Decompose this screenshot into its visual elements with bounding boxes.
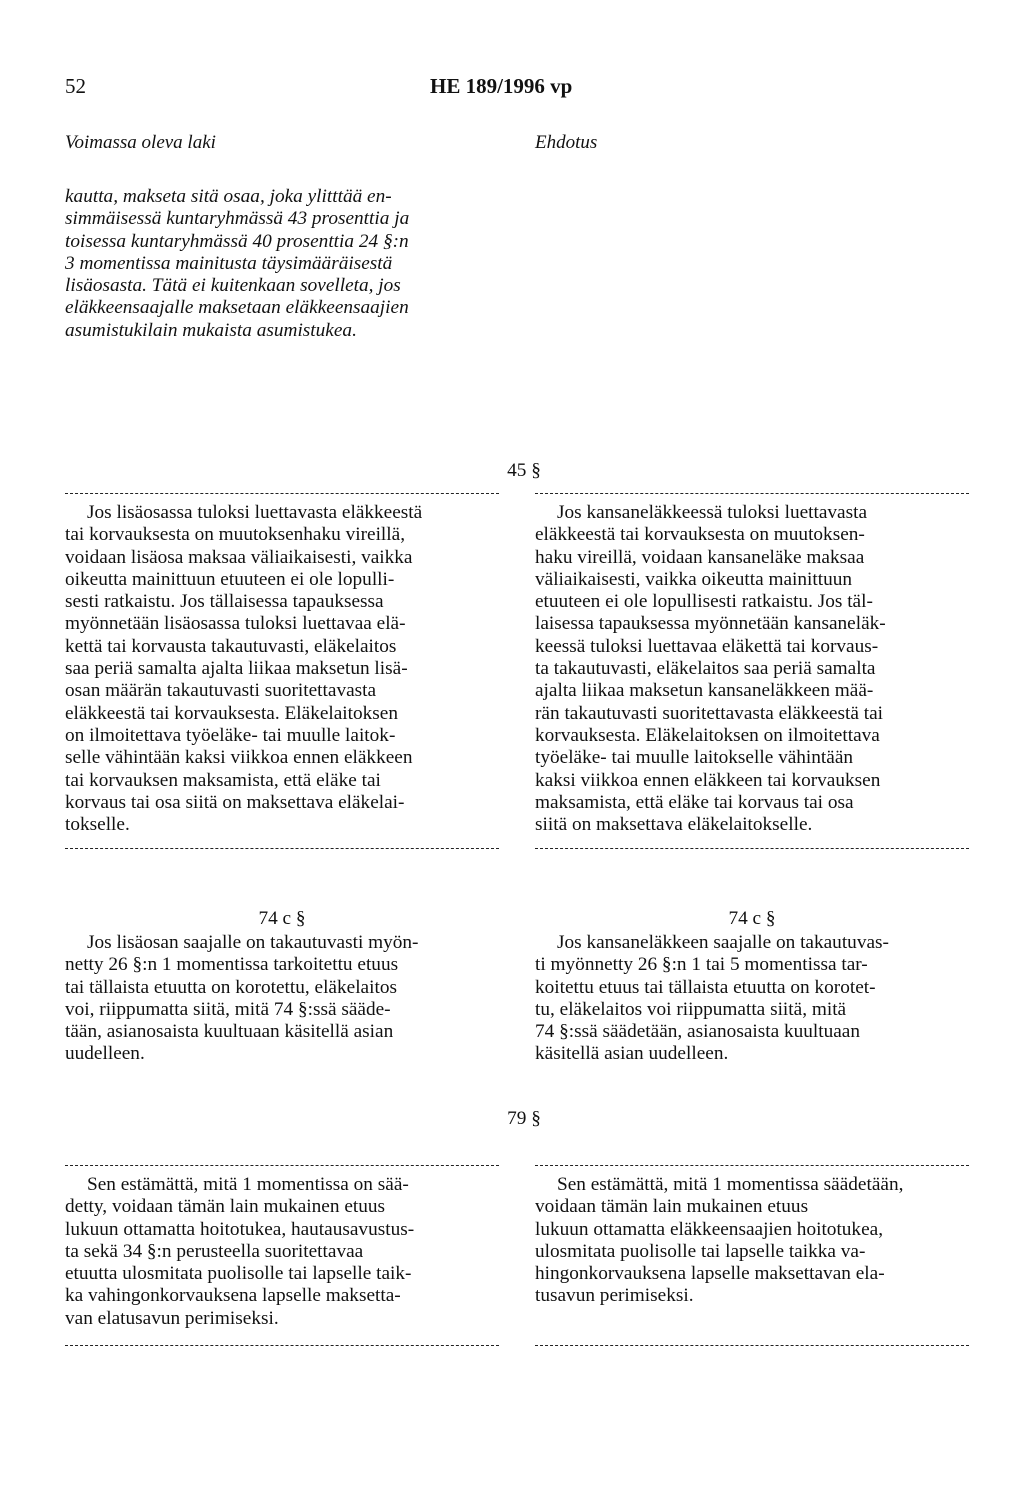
text-line: eläkkeestä tai korvauksesta on muutoksen-	[535, 524, 865, 546]
text-line: asumistukilain mukaista asumistukea.	[65, 319, 357, 341]
text-line: toisessa kuntaryhmässä 40 prosenttia 24 §:n	[65, 230, 409, 252]
text-line: työeläke- tai muulle laitokselle vähintään	[535, 747, 854, 769]
text-line: kettä tai korvausta takautuvasti, eläkelaitos	[65, 635, 397, 657]
text-line: voidaan lisäosa maksaa väliaikaisesti, vaikka	[65, 546, 413, 568]
text-line: Sen estämättä, mitä 1 momentissa on sää-	[87, 1174, 409, 1195]
right-dashed-divider	[535, 848, 969, 849]
text-line: on ilmoitettava työeläke- tai muulle laitok-	[65, 724, 396, 746]
text-line: maksamista, että eläke tai korvaus tai osa	[535, 791, 854, 813]
text-line: simmäisessä kuntaryhmässä 43 prosenttia ja	[65, 208, 410, 230]
text-line: tu, eläkelaitos voi riippumatta siitä, mitä	[535, 998, 847, 1020]
left-dashed-divider	[65, 848, 499, 849]
text-line: eläkkeensaajalle maksetaan eläkkeensaajien	[65, 297, 409, 319]
text-line: haku vireillä, voidaan kansaneläke maksaa	[535, 546, 865, 568]
text-line: korvauksesta. Eläkelaitoksen on ilmoitettava	[535, 724, 880, 746]
text-line: netty 26 §:n 1 momentissa tarkoitettu etuus	[65, 954, 399, 976]
text-line: laisessa tapauksessa myönnetään kansaneläk-	[535, 613, 886, 635]
section-45-heading: 45 §	[507, 460, 541, 481]
section-45-right-text	[535, 502, 969, 836]
text-line: uudelleen.	[65, 1043, 145, 1065]
text-line: Jos kansaneläkkeen saajalle on takautuvas-	[557, 932, 889, 953]
text-line: ka vahingonkorvauksena lapselle maksetta-	[65, 1285, 401, 1307]
right-dashed-divider	[535, 1165, 969, 1166]
text-line: etuuteen ei ole lopullisesti ratkaistu. Jos täl-	[535, 591, 873, 613]
section-74c-left-text	[65, 932, 499, 1066]
text-line: ulosmitata puolisolle tai lapselle taikka va-	[535, 1240, 866, 1262]
text-line: tai korvauksesta on muutoksenhaku vireillä,	[65, 524, 406, 546]
section-74c-left-heading: 74 c §	[258, 908, 306, 929]
text-line: detty, voidaan tämän lain mukainen etuus	[65, 1196, 386, 1218]
proposal-heading: Ehdotus	[535, 132, 598, 153]
text-line: lisäosasta. Tätä ei kuitenkaan sovelleta, jos	[65, 275, 401, 297]
text-line: etuutta ulosmitata puolisolle tai lapselle taik-	[65, 1263, 412, 1285]
text-line: voi, riippumatta siitä, mitä 74 §:ssä sääde-	[65, 998, 391, 1020]
intro-left-text	[65, 186, 499, 342]
text-line: Jos lisäosan saajalle on takautuvasti myön-	[87, 932, 419, 953]
text-line: selle vähintään kaksi viikkoa ennen eläkkeen	[65, 747, 413, 769]
text-line: Jos kansaneläkkeessä tuloksi luettavasta	[557, 502, 868, 523]
text-line: käsitellä asian uudelleen.	[535, 1043, 729, 1065]
section-79-left-text	[65, 1174, 499, 1330]
page-number: 52	[65, 74, 86, 98]
text-line: 3 momentissa mainitusta täysimääräisestä	[65, 252, 393, 274]
right-dashed-divider	[535, 1345, 969, 1346]
text-line: ajalta liikaa maksetun kansaneläkkeen mää-	[535, 680, 874, 702]
section-74c-right-text	[535, 932, 969, 1066]
left-dashed-divider	[65, 1345, 499, 1346]
text-line: tokselle.	[65, 814, 130, 836]
text-line: korvaus tai osa siitä on maksettava eläkelai-	[65, 791, 405, 813]
right-dashed-divider	[535, 493, 969, 494]
text-line: Sen estämättä, mitä 1 momentissa säädetään,	[557, 1174, 904, 1195]
text-line: ta sekä 34 §:n perusteella suoritettavaa	[65, 1240, 364, 1262]
text-line: Jos lisäosassa tuloksi luettavasta eläkkeestä	[87, 502, 423, 523]
text-line: tai korvauksen maksamista, että eläke tai	[65, 769, 381, 791]
text-line: 74 §:ssä säädetään, asianosaista kuultuaan	[535, 1021, 861, 1043]
text-line: ta takautuvasti, eläkelaitos saa periä samalta	[535, 658, 876, 680]
section-79-heading: 79 §	[507, 1108, 541, 1129]
text-line: rän takautuvasti suoritettavasta eläkkeestä tai	[535, 702, 883, 724]
text-line: tai tällaista etuutta on korotettu, eläkelaitos	[65, 976, 397, 998]
text-line: ti myönnetty 26 §:n 1 tai 5 momentissa tar-	[535, 954, 868, 976]
text-line: keessä tuloksi luettavaa eläkettä tai korvaus-	[535, 635, 879, 657]
text-line: osan määrän takautuvasti suoritettavasta	[65, 680, 377, 702]
text-line: kaksi viikkoa ennen eläkkeen tai korvauksen	[535, 769, 881, 791]
text-line: sesti ratkaistu. Jos tällaisessa tapauksessa	[65, 591, 384, 613]
text-line: saa periä samalta ajalta liikaa maksetun lisä-	[65, 658, 408, 680]
left-dashed-divider	[65, 1165, 499, 1166]
current-law-heading: Voimassa oleva laki	[65, 132, 216, 153]
text-line: myönnetään lisäosassa tuloksi luettavaa elä-	[65, 613, 406, 635]
section-79-right-text	[535, 1174, 969, 1308]
left-dashed-divider	[65, 493, 499, 494]
text-line: lukuun ottamatta hoitotukea, hautausavustus-	[65, 1218, 415, 1240]
document-id: HE 189/1996 vp	[430, 74, 573, 98]
text-line: hingonkorvauksena lapselle maksettavan ela-	[535, 1263, 885, 1285]
section-74c-right-heading: 74 c §	[728, 908, 776, 929]
text-line: oikeutta mainittuun etuuteen ei ole lopulli-	[65, 568, 395, 590]
text-line: van elatusavun perimiseksi.	[65, 1307, 279, 1329]
text-line: kautta, makseta sitä osaa, joka ylitttää en-	[65, 186, 392, 207]
text-line: tään, asianosaista kuultuaan käsitellä asian	[65, 1021, 394, 1043]
text-line: koitettu etuus tai tällaista etuutta on korotet-	[535, 976, 876, 998]
text-line: tusavun perimiseksi.	[535, 1285, 694, 1307]
text-line: voidaan tämän lain mukainen etuus	[535, 1196, 809, 1218]
text-line: siitä on maksettava eläkelaitokselle.	[535, 814, 813, 836]
text-line: eläkkeestä tai korvauksesta. Eläkelaitoksen	[65, 702, 399, 724]
text-line: lukuun ottamatta eläkkeensaajien hoitotukea,	[535, 1218, 884, 1240]
text-line: väliaikaisesti, vaikka oikeutta mainittuun	[535, 568, 852, 590]
section-45-left-text	[65, 502, 499, 836]
